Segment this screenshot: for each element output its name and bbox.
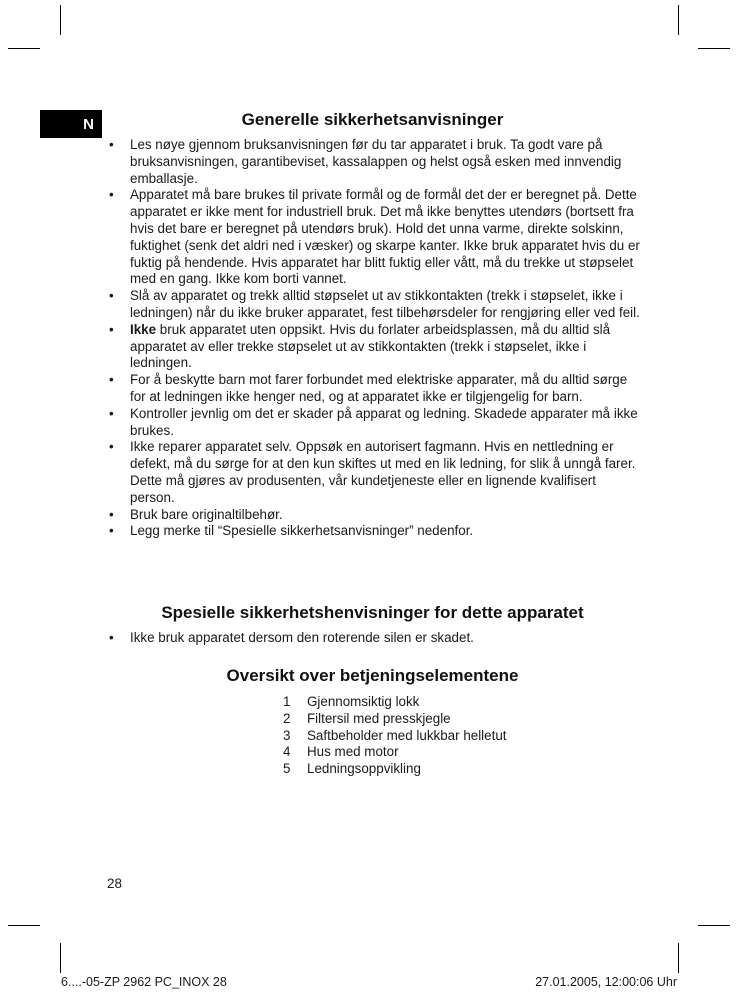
- section-title-special-safety: Spesielle sikkerhetshenvisninger for dette apparatet: [161, 603, 584, 622]
- crop-mark: [698, 925, 730, 926]
- list-item: [104, 406, 644, 440]
- item-label: Hus med motor: [307, 744, 399, 760]
- item-label: Saftbeholder med lukkbar helletut: [307, 727, 507, 743]
- item-label: Gjennomsiktig lokk: [307, 694, 420, 709]
- list-item: [104, 523, 644, 540]
- footer-left: 6....-05-ZP 2962 PC_INOX 28: [61, 975, 227, 989]
- crop-mark: [678, 943, 679, 973]
- bullet-icon: •: [109, 137, 114, 152]
- page-number: 28: [107, 876, 122, 891]
- bullet-icon: •: [109, 506, 114, 522]
- list-item: [283, 744, 507, 761]
- list-item-text: Bruk bare originaltilbehør.: [130, 506, 283, 522]
- list-item: [104, 187, 644, 288]
- footer-right: 27.01.2005, 12:00:06 Uhr: [535, 975, 677, 989]
- section-title-controls-overview: Oversikt over betjeningselementene: [226, 666, 519, 685]
- list-item-text: For å beskytte barn mot farer forbundet med elektriske apparater, må du alltid sørge for at ledningen ikke henger ned, og at apparatet ikke er tilgjengelig for barn.: [130, 372, 628, 404]
- list-item: [104, 372, 644, 406]
- list-item: [104, 439, 644, 506]
- list-item-text: Ikke bruk apparatet dersom den roterende silen er skadet.: [130, 630, 474, 645]
- list-item: [283, 761, 507, 778]
- item-number: 3: [283, 727, 291, 743]
- general-safety-list: [104, 137, 644, 540]
- crop-mark: [8, 48, 40, 49]
- bullet-icon: •: [109, 523, 114, 539]
- crop-mark: [698, 48, 730, 49]
- emphasis-text: Ikke: [130, 321, 157, 337]
- item-label: Filtersil med presskjegle: [307, 710, 451, 726]
- list-item-text: bruk apparatet uten oppsikt. Hvis du forlater arbeidsplassen, må du alltid slå apparatet av eller trekke støpselet ut av stikkontakten (trekk i støpselet, ikke i ledningen.: [130, 321, 611, 371]
- list-item: [283, 711, 507, 728]
- bullet-icon: •: [109, 187, 114, 203]
- language-tab: N: [40, 110, 102, 138]
- bullet-icon: •: [109, 405, 114, 421]
- item-number: 2: [283, 710, 291, 726]
- crop-mark: [60, 5, 61, 35]
- bullet-icon: •: [109, 372, 114, 388]
- list-item: [283, 728, 507, 745]
- list-item: [104, 322, 644, 372]
- bullet-icon: •: [109, 439, 114, 455]
- item-number: 5: [283, 761, 291, 777]
- item-label: Ledningsoppvikling: [307, 761, 421, 777]
- list-item-text: Slå av apparatet og trekk alltid støpselet ut av stikkontakten (trekk i støpselet, ikke i ledningen) når du ikke bruker apparatet, fest tilbehørsdeler for rengjøring eller ved feil.: [130, 288, 640, 320]
- item-number: 4: [283, 744, 291, 760]
- list-item-text: Kontroller jevnlig om det er skader på apparat og ledning. Skadede apparater må ikke brukes.: [130, 405, 638, 438]
- list-item: [104, 507, 644, 524]
- crop-mark: [60, 943, 61, 973]
- bullet-icon: •: [109, 321, 114, 337]
- controls-list: [283, 694, 507, 778]
- item-number: 1: [283, 694, 291, 709]
- list-item: [283, 694, 507, 711]
- section-title-general-safety: Generelle sikkerhetsanvisninger: [241, 110, 504, 129]
- list-item: [104, 288, 644, 322]
- bullet-icon: •: [109, 630, 114, 645]
- list-item-text: Legg merke til “Spesielle sikkerhetsanvisninger” nedenfor.: [130, 523, 474, 539]
- special-safety-list: [104, 630, 644, 647]
- list-item: [104, 137, 644, 187]
- crop-mark: [678, 5, 679, 35]
- list-item: [104, 630, 644, 647]
- crop-mark: [8, 925, 40, 926]
- list-item-text: Apparatet må bare brukes til private formål og de formål det der er beregnet på. Dette apparatet er ikke ment for industriell bruk. Det må ikke benyttes utendørs (bortsett fra hvis det bare er beregnet på utendørs bruk). Hold det unna varme, direkte solskinn, fuktighet (senk det aldri ned i væsker) og skarpe kanter. Ikke bruk apparatet hvis du er fuktig på hendende. Hvis apparatet har blitt fuktig eller vått, må du trekke ut støpselet med en gang. Ikke kom borti vannet.: [130, 187, 640, 287]
- list-item-text: Ikke reparer apparatet selv. Oppsøk en autorisert fagmann. Hvis en nettledning er defekt, må du sørge for at den kun skiftes ut med en lik ledning, for slik å unngå farer. Dette må gjøres av produsenten, vår kundetjeneste eller en lignende kvalifisert person.: [130, 439, 636, 505]
- bullet-icon: •: [109, 288, 114, 304]
- list-item-text: Les nøye gjennom bruksanvisningen før du tar apparatet i bruk. Ta godt vare på bruksanvisningen, garantibeviset, kassalappen og helst også esken med innvendig emballasje.: [130, 137, 622, 186]
